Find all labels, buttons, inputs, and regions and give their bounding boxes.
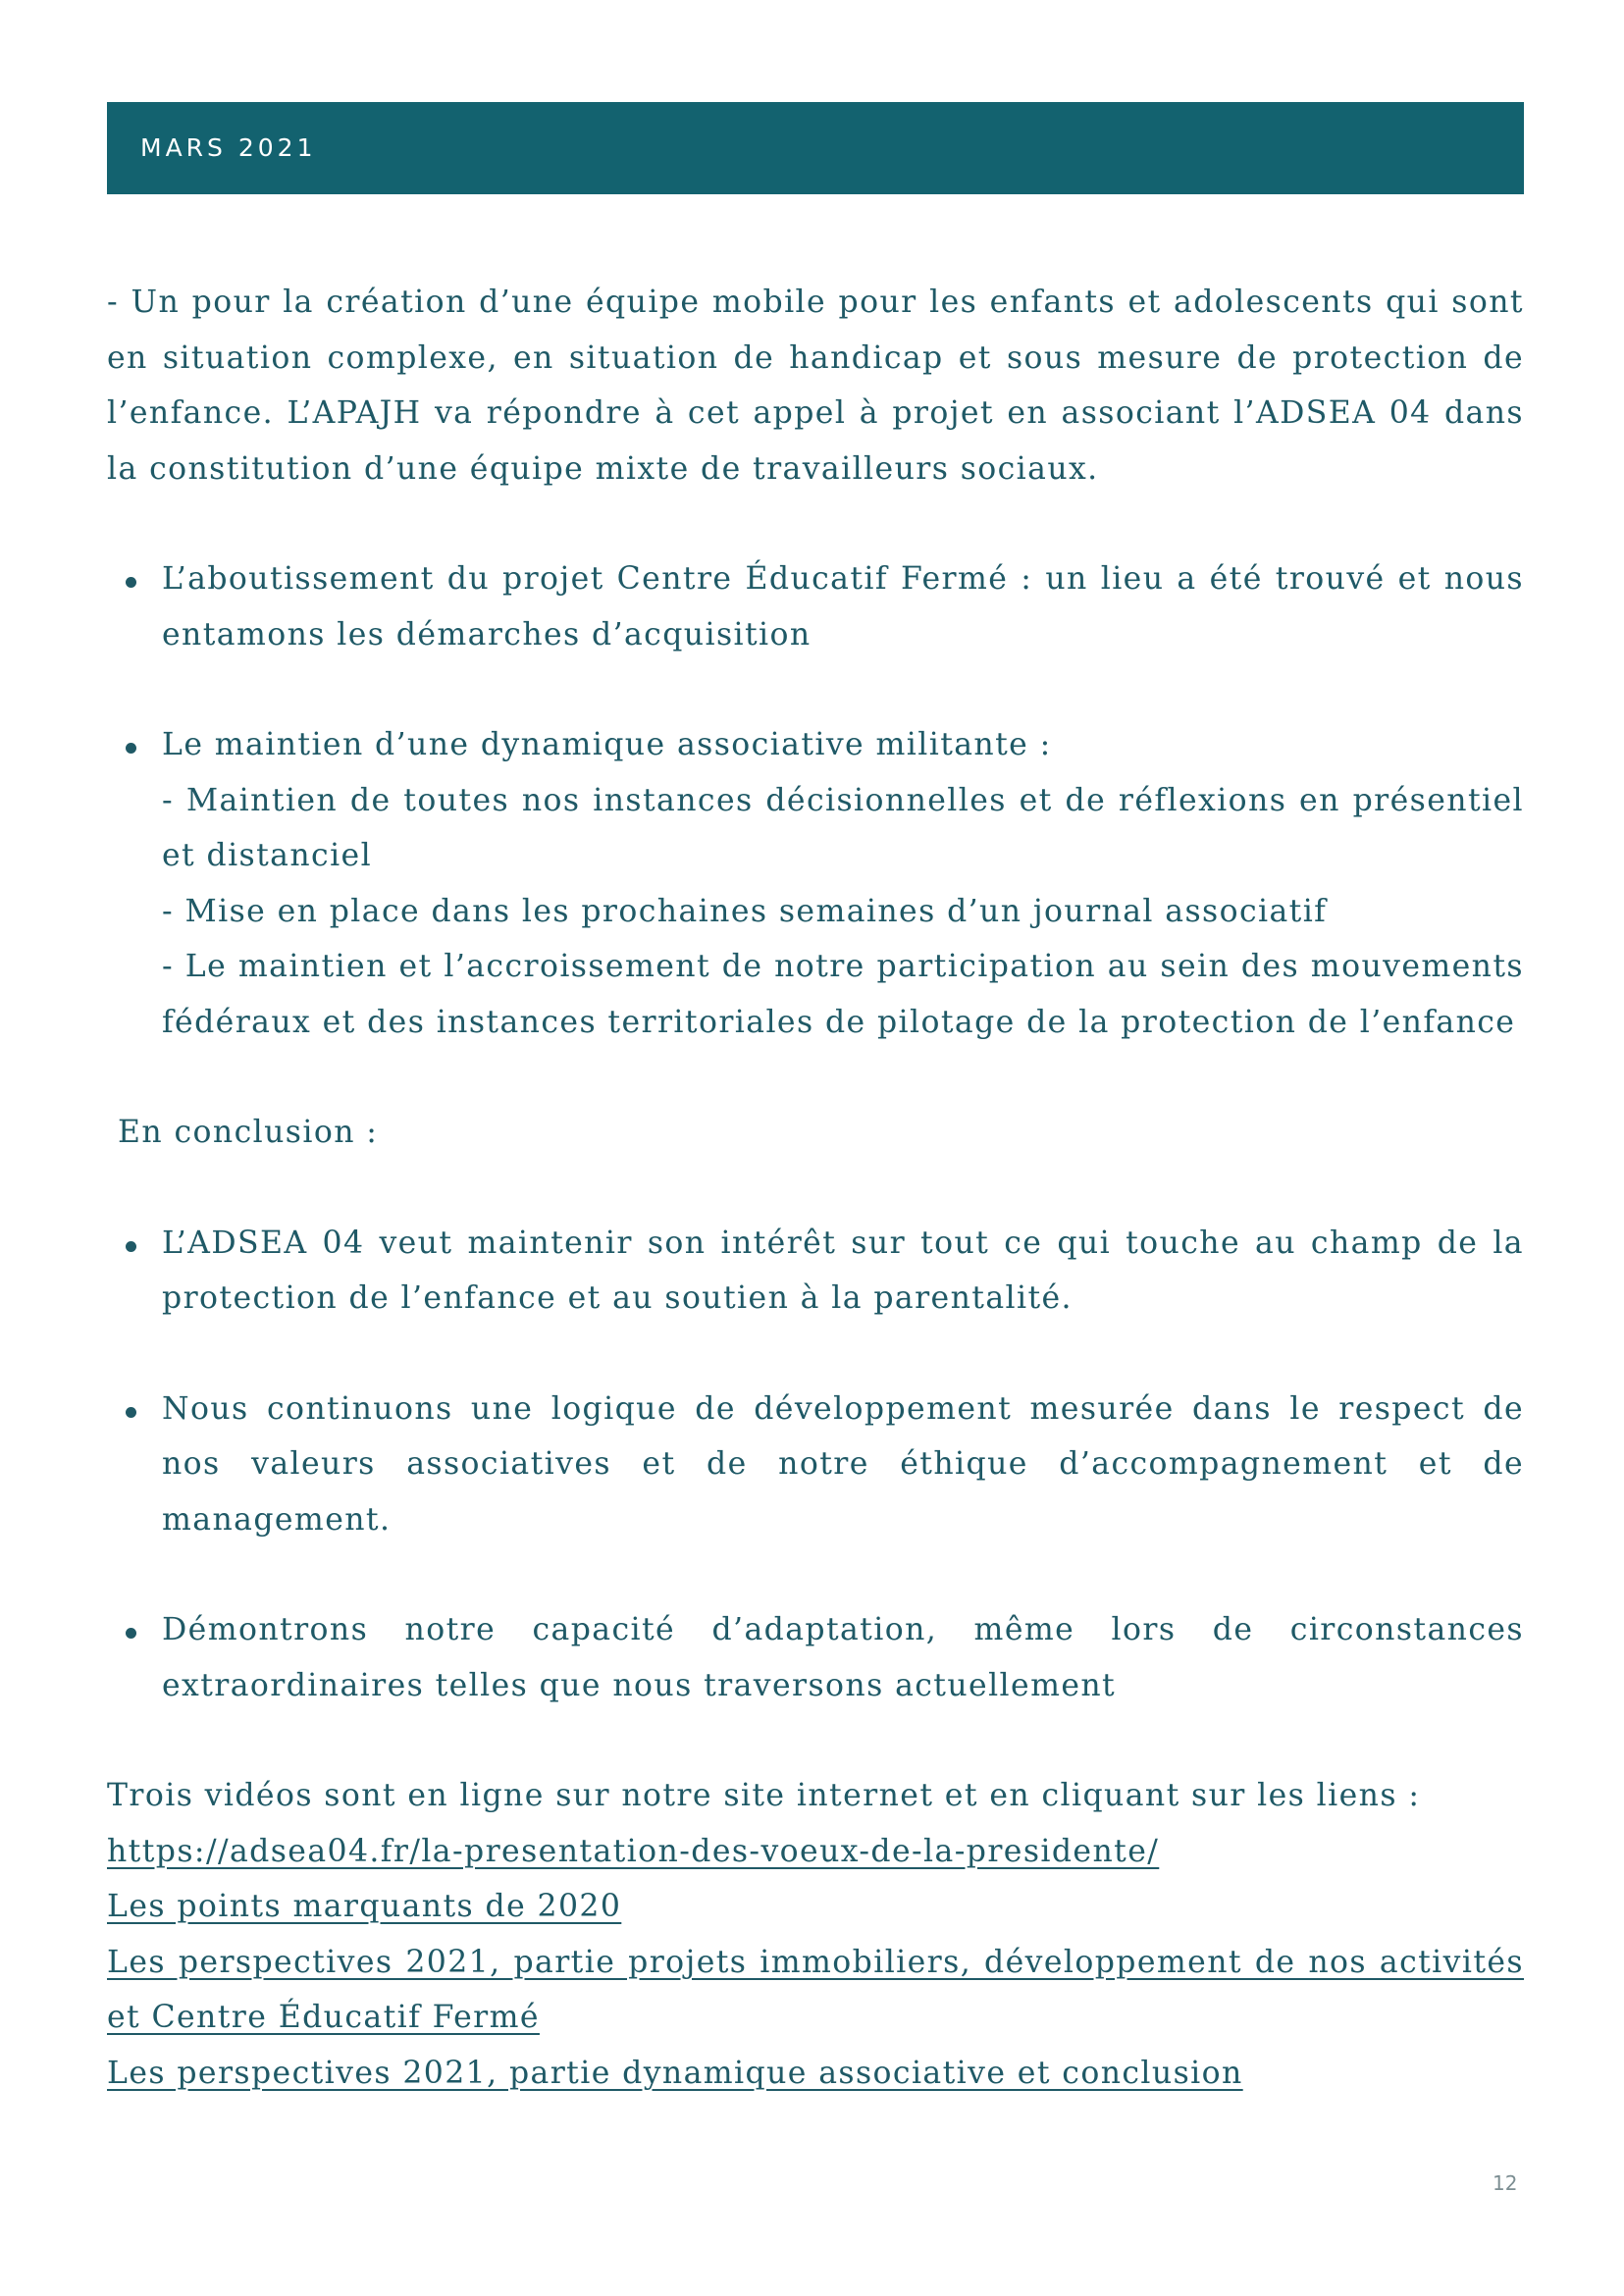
- list-item-text: L’aboutissement du projet Centre Éducatif Fermé : un lieu a été trouvé et nous entamons les démarches d’acquisition: [162, 561, 1524, 652]
- link-perspectives-dynamique[interactable]: Les perspectives 2021, partie dynamique associative et conclusion: [107, 2055, 1243, 2091]
- bullet-dot-icon: [126, 1407, 136, 1418]
- list-item-conclusion-1: [162, 1216, 1524, 1327]
- list-item-dynamique: [162, 717, 1524, 1050]
- sub-item-participation: - Le maintien et l’accroissement de notre participation au sein des mouvements fédéraux et des instances territoriales de pilotage de la protection de l’enfance: [162, 949, 1524, 1040]
- list-item-text: L’ADSEA 04 veut maintenir son intérêt sur tout ce qui touche au champ de la protection de l’enfance et au soutien à la parentalité.: [162, 1225, 1524, 1316]
- document-body: [107, 275, 1524, 2101]
- continuation-paragraph: - Un pour la création d’une équipe mobile pour les enfants et adolescents qui sont en situation complexe, en situation de handicap et sous mesure de protection de l’enfance. L’APAJH va répondre à cet appel à projet en associant l’ADSEA 04 dans la constitution d’une équipe mixte de travailleurs sociaux.: [107, 285, 1524, 487]
- list-item-cef: [162, 551, 1524, 662]
- videos-intro: Trois vidéos sont en ligne sur notre site internet et en cliquant sur les liens :: [107, 1778, 1421, 1813]
- link-voeux-presidente[interactable]: https://adsea04.fr/la-presentation-des-voeux-de-la-presidente/: [107, 1833, 1160, 1869]
- list-item-text: Démontrons notre capacité d’adaptation, même lors de circonstances extraordinaires telles que nous traversons actuellement: [162, 1612, 1524, 1703]
- page-number: 12: [1493, 2171, 1518, 2195]
- header-band: [107, 102, 1524, 194]
- header-date: MARS 2021: [140, 133, 317, 162]
- bullet-dot-icon: [126, 577, 136, 588]
- sub-item-journal: - Mise en place dans les prochaines semaines d’un journal associatif: [162, 893, 1328, 929]
- link-perspectives-projets[interactable]: Les perspectives 2021, partie projets immobiliers, développement de nos activités et Centre Éducatif Fermé: [107, 1944, 1524, 2035]
- bullet-dot-icon: [126, 743, 136, 754]
- bullet-dot-icon: [126, 1241, 136, 1252]
- list-item-text: Nous continuons une logique de développement mesurée dans le respect de nos valeurs associatives et de notre éthique d’accompagnement et de management.: [162, 1390, 1524, 1538]
- list-item-conclusion-3: [162, 1602, 1524, 1713]
- sub-item-instances: - Maintien de toutes nos instances décisionnelles et de réflexions en présentiel et distanciel: [162, 782, 1524, 873]
- conclusion-heading: En conclusion :: [118, 1115, 379, 1150]
- link-points-marquants[interactable]: Les points marquants de 2020: [107, 1889, 622, 1924]
- bullet-dot-icon: [126, 1628, 136, 1639]
- list-item-conclusion-2: [162, 1382, 1524, 1548]
- list-item-heading: Le maintien d’une dynamique associative militante :: [162, 727, 1052, 762]
